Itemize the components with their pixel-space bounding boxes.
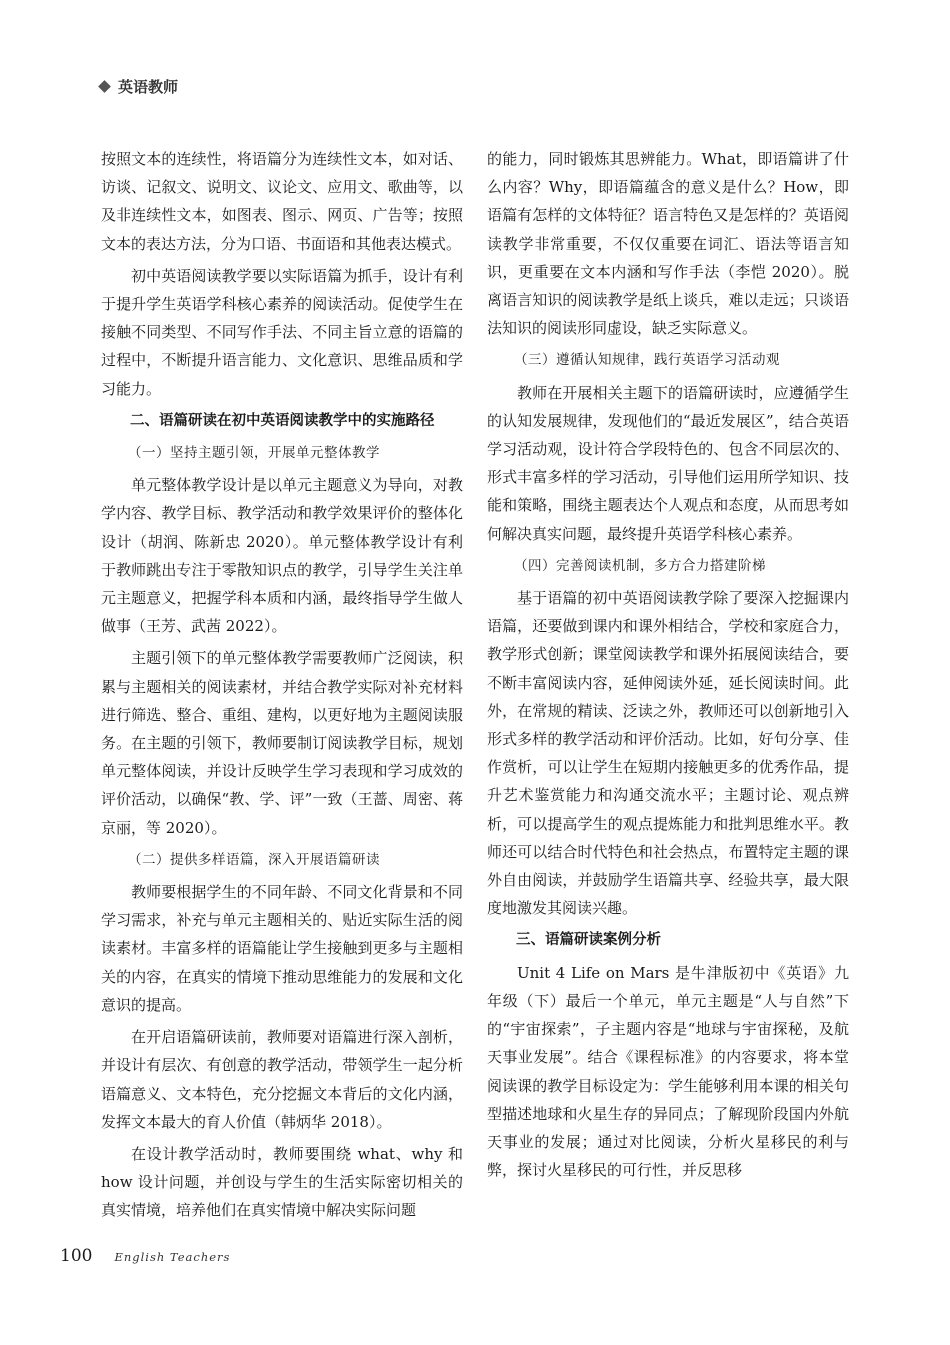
diamond-icon bbox=[98, 80, 111, 93]
subsection-heading: （二）提供多样语篇，深入开展语篇研读 bbox=[128, 851, 380, 868]
subsection-heading: （一）坚持主题引领，开展单元整体教学 bbox=[128, 445, 380, 462]
journal-english-title: English Teachers bbox=[114, 1250, 231, 1264]
paragraph: 教师要根据学生的不同年龄、不同文化背景和不同学习需求，补充与单元主题相关的、贴近实际生活的阅读素材。丰富多样的语篇能让学生接触到更多与主题相关的内容，在真实的情境下推动思维能力的发展和文化意识的提高。 bbox=[101, 883, 463, 1014]
paragraph: Unit 4 Life on Mars 是牛津版初中《英语》九年级（下）最后一个单元，单元主题是“人与自然”下的“宇宙探索”，子主题内容是“地球与宇宙探秘，及航天事业发展”。结合《课程标准》的内容要求，将本堂阅读课的教学目标设定为：学生能够利用本课的相关句型描述地球和火星生存的异同点；了解现阶段国内外航天事业的发展；通过对比阅读，分析火星移民的利与弊，探讨火星移民的可行性，并反思移 bbox=[487, 963, 849, 1180]
paragraph: 的能力，同时锻炼其思辨能力。What，即语篇讲了什么内容？Why，即语篇蕴含的意义是什么？How，即语篇有怎样的文体特征？语言特色又是怎样的？英语阅读教学非常重要，不仅仅重要在词汇、语法等语言知识，更重要在文本内涵和写作手法（李恺 2020）。脱离语言知识的阅读教学是纸上谈兵，难以走远；只谈语法知识的阅读形同虚设，缺乏实际意义。 bbox=[487, 150, 849, 338]
journal-name: 英语教师 bbox=[118, 78, 179, 96]
paragraph: 主题引领下的单元整体教学需要教师广泛阅读，积累与主题相关的阅读素材，并结合教学实际对补充材料进行筛选、整合、重组、建构，以更好地为主题阅读服务。在主题的引领下，教师要制订阅读教学目标，规划单元整体阅读，并设计反映学生学习表现和学习成效的评价活动，以确保“教、学、评”一致（王蔷、周密、蒋京丽，等 2020）。 bbox=[101, 649, 463, 837]
subsection-heading: （四）完善阅读机制，多方合力搭建阶梯 bbox=[514, 557, 766, 574]
page-number: 100 bbox=[60, 1246, 93, 1266]
left-column bbox=[101, 145, 463, 1225]
paragraph: 单元整体教学设计是以单元主题意义为导向，对教学内容、教学目标、教学活动和教学效果评价的整体化设计（胡润、陈新忠 2020）。单元整体教学设计有利于教师跳出专注于零散知识点的教学，引导学生关注单元主题意义，把握学科本质和内涵，最终指导学生做人做事（王芳、武茜 2022）。 bbox=[101, 476, 463, 636]
paragraph: 初中英语阅读教学要以实际语篇为抓手，设计有利于提升学生英语学科核心素养的阅读活动。促使学生在接触不同类型、不同写作手法、不同主旨立意的语篇的过程中，不断提升语言能力、文化意识、思维品质和学习能力。 bbox=[101, 266, 463, 398]
page-footer bbox=[60, 1246, 230, 1266]
section-heading: 二、语篇研读在初中英语阅读教学中的实施路径 bbox=[130, 412, 435, 429]
section-heading: 三、语篇研读案例分析 bbox=[516, 932, 661, 949]
paragraph: 基于语篇的初中英语阅读教学除了要深入挖掘课内语篇，还要做到课内和课外相结合，学校和家庭合力，教学形式创新；课堂阅读教学和课外拓展阅读结合，要不断丰富阅读内容，延伸阅读外延，延长阅读时间。此外，在常规的精读、泛读之外，教师还可以创新地引入形式多样的教学活动和评价活动。比如，好句分享、佳作赏析，可以让学生在短期内接触更多的优秀作品，提升艺术鉴赏能力和沟通交流水平；主题讨论、观点辨析，可以提高学生的观点提炼能力和批判思维水平。教师还可以结合时代特色和社会热点，布置特定主题的课外自由阅读，并鼓励学生语篇共享、经验共享，最大限度地激发其阅读兴趣。 bbox=[487, 589, 849, 918]
paragraph: 教师在开展相关主题下的语篇研读时，应遵循学生的认知发展规律，发现他们的“最近发展区”，结合英语学习活动观，设计符合学段特色的、包含不同层次的、形式丰富多样的学习活动，引导他们运用所学知识、技能和策略，围绕主题表达个人观点和态度，从而思考如何解决真实问题，最终提升英语学科核心素养。 bbox=[487, 383, 849, 543]
running-header bbox=[100, 76, 178, 97]
paragraph: 按照文本的连续性，将语篇分为连续性文本，如对话、访谈、记叙文、说明文、议论文、应用文、歌曲等，以及非连续性文本，如图表、图示、网页、广告等；按照文本的表达方法，分为口语、书面语和其他表达模式。 bbox=[101, 150, 463, 253]
paragraph: 在设计教学活动时，教师要围绕 what、why 和 how 设计问题，并创设与学生的生活实际密切相关的真实情境，培养他们在真实情境中解决实际问题 bbox=[101, 1144, 463, 1220]
right-column bbox=[487, 145, 849, 1184]
subsection-heading: （三）遵循认知规律，践行英语学习活动观 bbox=[514, 352, 780, 369]
paragraph: 在开启语篇研读前，教师要对语篇进行深入剖析，并设计有层次、有创意的教学活动，带领学生一起分析语篇意义、文本特色，充分挖掘文本背后的文化内涵，发挥文本最大的育人价值（韩炳华 2018）。 bbox=[101, 1028, 463, 1131]
